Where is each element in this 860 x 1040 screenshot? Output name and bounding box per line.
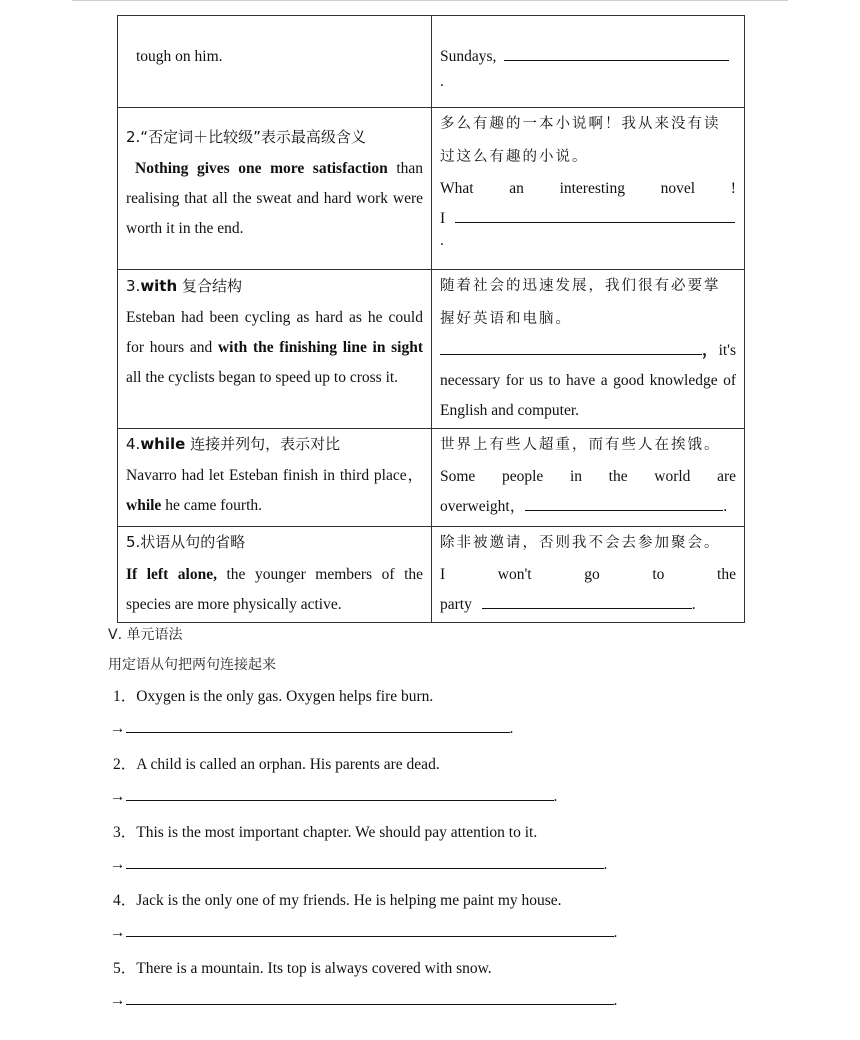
cell-text: than realising that all the sweat and hard work were worth it in the end. [126,160,423,237]
word: go [584,566,600,583]
chinese-prompt: 随着社会的迅速发展，我们很有必要掌握好英语和电脑。 [440,278,721,327]
question-5: 5．There is a mountain. Its top is always covered with snow. [113,960,492,977]
table-row [118,108,745,270]
chinese-prompt: 世界上有些人超重，而有些人在挨饿。 [440,437,721,453]
arrow-icon: → [110,992,126,1009]
grammar-table [117,15,745,623]
cell-text: the younger members of the species are more physically active. [126,566,423,613]
example-sentence [126,303,423,393]
fill-blank[interactable] [126,718,510,733]
period: . [440,232,444,249]
section-title: Ⅴ. 单元语法 [108,627,183,643]
table-cell [432,527,745,623]
comma: ， [702,342,718,359]
bold-phrase: Nothing gives one more satisfaction [135,160,388,177]
word: interesting [559,180,625,197]
table-row [118,16,745,108]
cell-text: Some people in the world are [440,468,736,485]
fill-blank[interactable] [126,990,614,1005]
example-sentence [126,154,423,244]
answer-line-3 [110,854,607,874]
rule-number: 3. [126,277,141,295]
answer-line-1 [110,718,513,738]
fill-blank[interactable] [504,44,729,61]
fill-blank[interactable] [525,494,723,511]
word: novel [660,180,696,197]
rule-heading [126,270,423,301]
bold-phrase: while [126,497,162,514]
table-row [118,270,745,429]
table-row [118,429,745,527]
arrow-icon: → [110,924,126,941]
answer-line [440,590,736,620]
cell-text: Sundays, [440,48,497,65]
table-row [118,527,745,623]
answer-line [440,560,736,590]
period: . [509,720,514,737]
cell-text: all the cyclists began to speed up to cross it. [126,369,399,386]
heading-text: 复合结构 [177,277,242,295]
answer-line [440,16,736,72]
question-1: 1．Oxygen is the only gas. Oxygen helps fire burn. [113,688,434,705]
cell-text: party [440,596,472,613]
answer-line [440,336,736,366]
word: I [440,210,446,227]
cell-text: necessary for us to have a good knowledge of English and computer. [440,372,736,419]
arrow-icon: → [110,720,126,737]
section-instruction: 用定语从句把两句连接起来 [108,657,276,673]
cell-text: Esteban had been cycling as hard as he could for hours and [126,309,423,356]
cell-text: Navarro had let Esteban finish in third place， [126,467,423,484]
fill-blank[interactable] [455,206,735,223]
table-cell [118,108,432,270]
word: I [440,566,446,583]
table-cell [118,429,432,527]
answer-line-2 [110,786,557,806]
table-cell [432,270,745,429]
cell-text: overweight， [440,498,526,515]
fill-blank[interactable] [126,854,604,869]
table-cell [118,16,432,108]
period: . [613,924,618,941]
period: . [440,73,444,90]
rule-heading [126,429,423,459]
page-top-rule [72,0,788,1]
answer-line [440,204,736,234]
fill-blank[interactable] [126,786,554,801]
bold-phrase: with [140,277,178,295]
example-sentence [126,461,423,521]
cell-text: it's [718,342,736,359]
word: to [652,566,665,583]
fill-blank[interactable] [126,922,614,937]
period: . [613,992,618,1009]
word: What [440,180,474,197]
fill-blank[interactable] [482,592,692,609]
table-cell [432,16,745,108]
answer-line-5 [110,990,617,1010]
rule-heading: 2.“否定词＋比较级”表示最高级含义 [126,128,366,146]
rule-number: 4. [126,435,141,453]
period: . [723,498,728,515]
word: ! [730,180,736,197]
heading-text: 连接并列句，表示对比 [185,435,341,453]
bold-phrase: If left alone, [126,566,217,583]
table-cell [118,527,432,623]
question-3: 3．This is the most important chapter. We should pay attention to it. [113,824,538,841]
word: won't [497,566,532,583]
fill-blank[interactable] [440,338,702,355]
answer-line-4 [110,922,617,942]
period: . [691,596,696,613]
chinese-prompt: 多么有趣的一本小说啊！我从来没有读过这么有趣的小说。 [440,116,721,165]
answer-line [440,174,736,204]
word: the [717,566,736,583]
arrow-icon: → [110,788,126,805]
rule-heading: 5.状语从句的省略 [126,533,246,551]
cell-text: tough on him. [136,48,223,65]
example-sentence [126,560,423,620]
bold-phrase: while [140,435,186,453]
chinese-prompt: 除非被邀请，否则我不会去参加聚会。 [440,535,721,551]
table-cell [432,429,745,527]
period: . [603,856,608,873]
arrow-icon: → [110,856,126,873]
question-2: 2．A child is called an orphan. His parents are dead. [113,756,440,773]
table-cell [432,108,745,270]
table-cell [118,270,432,429]
word: an [509,180,524,197]
question-4: 4．Jack is the only one of my friends. He is helping me paint my house. [113,892,562,909]
answer-line [440,492,736,522]
period: . [553,788,558,805]
bold-phrase: with the finishing line in sight [217,339,423,356]
cell-text: he came fourth. [161,497,263,514]
